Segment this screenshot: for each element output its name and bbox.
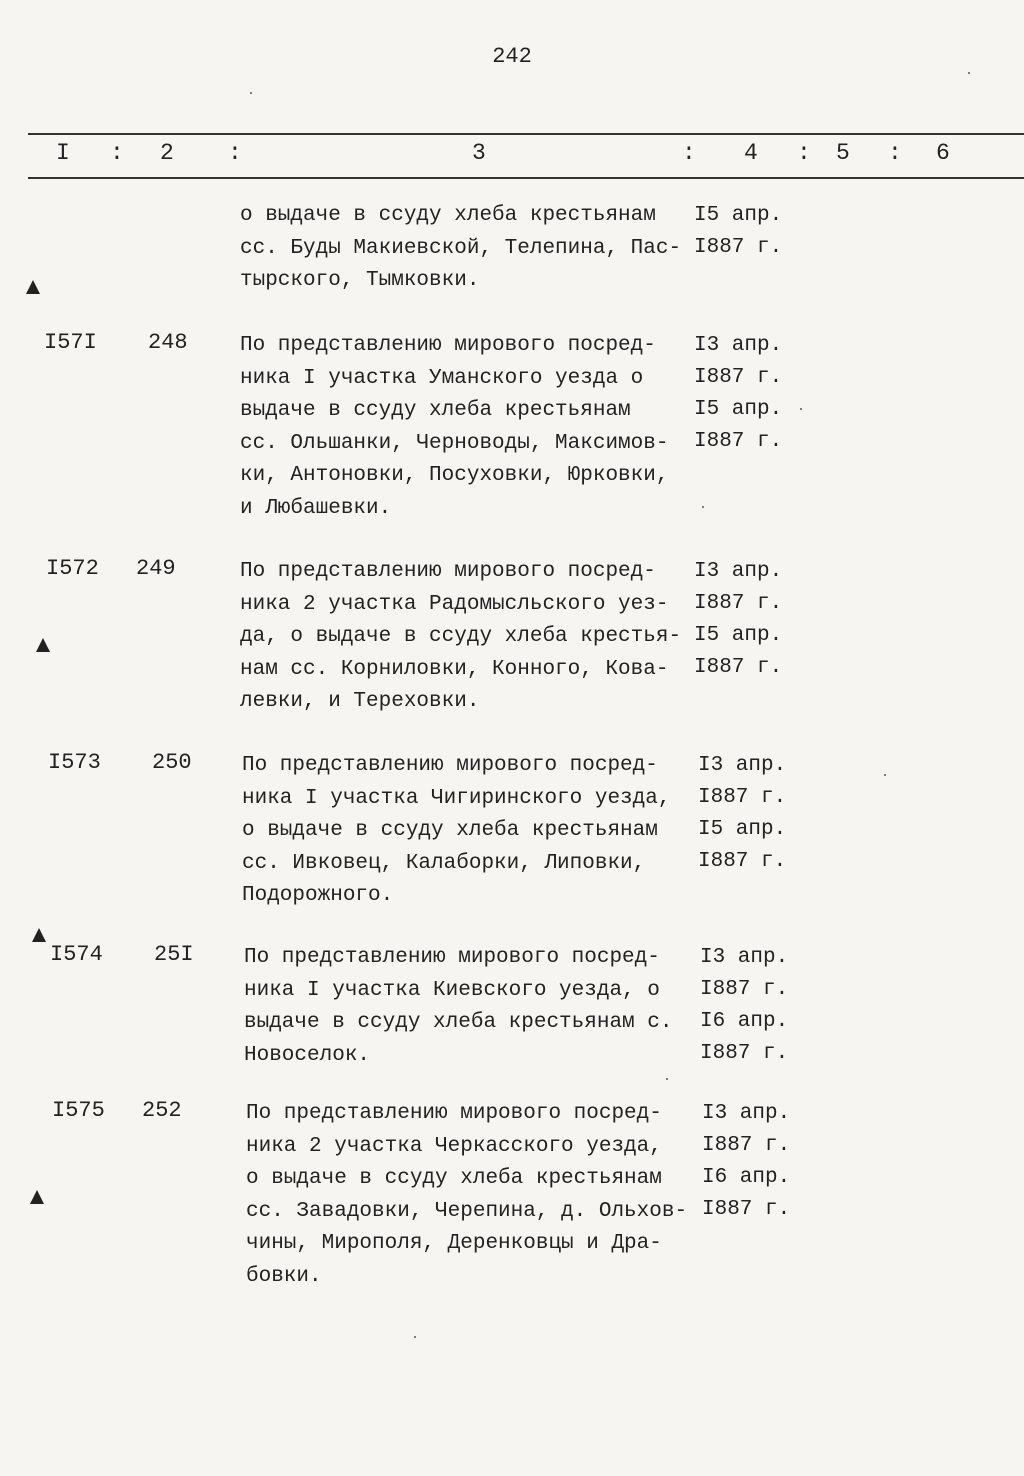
description-line: Новоселок. <box>244 1043 371 1067</box>
description-line: о выдаче в ссуду хлеба крестьянам <box>246 1167 662 1191</box>
entry-description <box>240 200 700 298</box>
header-sep: : <box>797 140 811 166</box>
description-line: сс. Ивковец, Калаборки, Липовки, <box>242 851 646 875</box>
description-line: о выдаче в ссуду хлеба крестьянам <box>242 819 658 843</box>
description-line: По представлению мирового посред- <box>244 946 660 969</box>
date-line: I887 г. <box>694 236 783 259</box>
header-col-2: 2 <box>160 140 174 166</box>
description-line: ника I участка Чигиринского уезда, <box>242 786 671 810</box>
binding-mark-icon <box>36 638 48 652</box>
binding-mark-icon <box>30 1190 42 1204</box>
header-sep: : <box>682 140 696 166</box>
date-line: I3 апр. <box>694 334 783 357</box>
description-line: По представлению мирового посред- <box>246 1102 662 1125</box>
entry-dates <box>694 556 824 684</box>
description-line: ника I участка Уманского уезда о <box>240 366 644 390</box>
date-line: I887 г. <box>694 366 783 389</box>
description-line: ника I участка Киевского уезда, о <box>244 978 660 1002</box>
description-line: ки, Антоновки, Посуховки, Юрковки, <box>240 464 669 488</box>
date-line: I3 апр. <box>702 1102 791 1125</box>
entry-description <box>242 750 702 913</box>
entry-description <box>240 556 700 719</box>
header-col-4: 4 <box>744 140 758 166</box>
entry-dates <box>700 942 830 1070</box>
scan-speck <box>702 506 704 508</box>
scan-speck <box>250 92 252 94</box>
description-line: левки, и Тереховки. <box>240 690 480 714</box>
date-line: I5 апр. <box>694 624 783 647</box>
date-line: I887 г. <box>702 1134 791 1157</box>
description-line: выдаче в ссуду хлеба крестьянам с. <box>244 1011 673 1035</box>
description-line: По представлению мирового посред- <box>242 754 658 777</box>
document-number: 252 <box>142 1098 182 1123</box>
description-line: Подорожного. <box>242 884 394 908</box>
date-line: I3 апр. <box>698 754 787 777</box>
date-line: I5 апр. <box>694 398 783 421</box>
header-sep: : <box>228 140 242 166</box>
description-line: чины, Мирополя, Деренковцы и Дра- <box>246 1232 662 1256</box>
description-line: тырского, Тымковки. <box>240 269 480 293</box>
entry-number: I575 <box>52 1098 105 1123</box>
description-line: ника 2 участка Черкасского уезда, <box>246 1134 662 1158</box>
scan-speck <box>800 408 802 410</box>
date-line: I3 апр. <box>694 560 783 583</box>
header-sep: : <box>888 140 902 166</box>
description-line: По представлению мирового посред- <box>240 560 656 583</box>
entry-number: I57I <box>44 330 97 355</box>
entry-dates <box>694 200 824 264</box>
binding-mark-icon <box>32 928 44 942</box>
document-number: 250 <box>152 750 192 775</box>
entry-description <box>244 942 704 1072</box>
entry-number: I574 <box>50 942 103 967</box>
date-line: I887 г. <box>698 786 787 809</box>
scan-speck <box>968 72 970 74</box>
header-col-3: 3 <box>472 140 486 166</box>
header-rule-top <box>28 133 1024 135</box>
date-line: I6 апр. <box>700 1010 789 1033</box>
description-line: выдаче в ссуду хлеба крестьянам <box>240 399 631 423</box>
description-line: нам сс. Корниловки, Конного, Кова- <box>240 657 669 681</box>
header-col-6: 6 <box>936 140 950 166</box>
document-number: 25I <box>154 942 194 967</box>
header-rule-bottom <box>28 177 1024 179</box>
description-line: сс. Завадовки, Черепина, д. Ольхов- <box>246 1199 688 1223</box>
description-line: да, о выдаче в ссуду хлеба крестья- <box>240 625 682 649</box>
header-col-1: I <box>56 140 70 166</box>
date-line: I887 г. <box>694 430 783 453</box>
date-line: I887 г. <box>700 978 789 1001</box>
document-number: 248 <box>148 330 188 355</box>
date-line: I887 г. <box>702 1198 791 1221</box>
date-line: I6 апр. <box>702 1166 791 1189</box>
description-line: о выдаче в ссуду хлеба крестьянам <box>240 204 656 227</box>
description-line: ника 2 участка Радомысльского уез- <box>240 592 669 616</box>
entry-number: I572 <box>46 556 99 581</box>
description-line: сс. Ольшанки, Черноводы, Максимов- <box>240 431 669 455</box>
date-line: I887 г. <box>694 656 783 679</box>
description-line: бовки. <box>246 1264 322 1288</box>
entry-description <box>240 330 700 526</box>
date-line: I5 апр. <box>698 818 787 841</box>
entry-description <box>246 1098 706 1294</box>
header-col-5: 5 <box>836 140 850 166</box>
date-line: I887 г. <box>698 850 787 873</box>
scan-speck <box>884 774 886 776</box>
header-sep: : <box>110 140 124 166</box>
date-line: I887 г. <box>700 1042 789 1065</box>
date-line: I3 апр. <box>700 946 789 969</box>
document-number: 249 <box>136 556 176 581</box>
entry-dates <box>702 1098 832 1226</box>
date-line: I5 апр. <box>694 204 783 227</box>
scan-speck <box>414 1336 416 1338</box>
page-number: 242 <box>492 44 532 69</box>
date-line: I887 г. <box>694 592 783 615</box>
description-line: и Любашевки. <box>240 496 392 520</box>
entry-dates <box>698 750 828 878</box>
description-line: сс. Буды Макиевской, Телепина, Пас- <box>240 236 682 260</box>
entry-dates <box>694 330 824 458</box>
scan-speck <box>666 1078 668 1080</box>
binding-mark-icon <box>26 280 38 294</box>
entry-number: I573 <box>48 750 101 775</box>
description-line: По представлению мирового посред- <box>240 334 656 357</box>
